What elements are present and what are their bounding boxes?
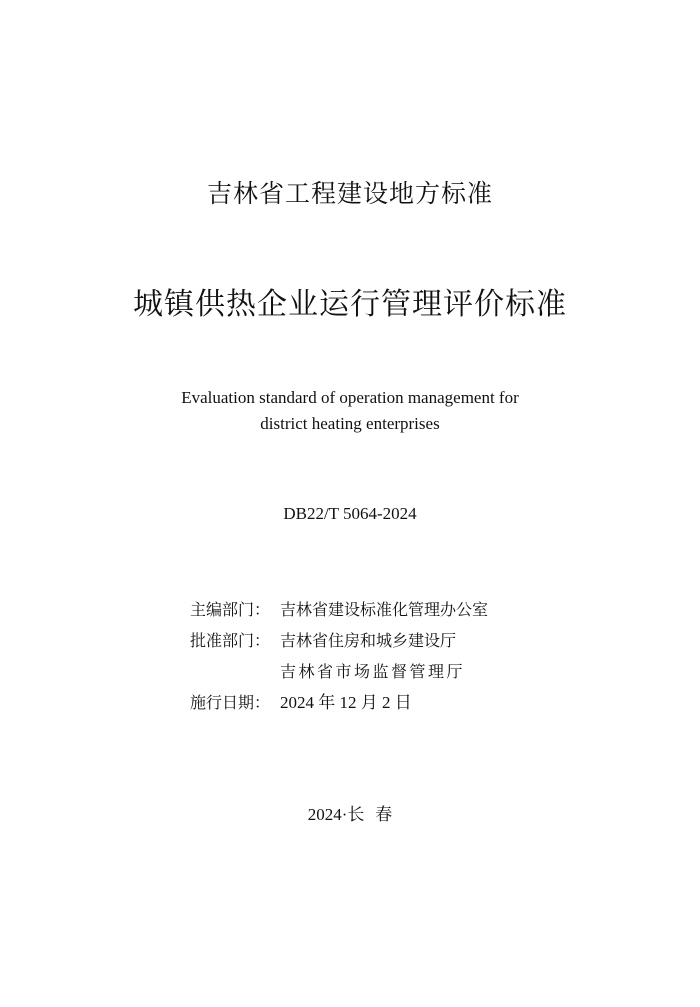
place-and-year [0, 803, 700, 827]
publication-city: 长 春 [347, 805, 393, 825]
issuing-info [190, 594, 488, 718]
effective-date-label: 施行日期： [190, 693, 271, 712]
approver-label: 批准部门： [190, 631, 271, 650]
editor-label: 主编部门： [190, 600, 271, 619]
standard-code: DB22/T 5064-2024 [283, 504, 417, 523]
document-title-en [0, 385, 700, 437]
approver-value-1: 吉林省住房和城乡建设厅 [280, 631, 457, 650]
effective-date-value: 2024 年 12 月 2 日 [280, 693, 412, 712]
title-en-line-1: Evaluation standard of operation management for [181, 388, 519, 407]
approver-value-2: 吉林省市场监督管理厅 [280, 662, 466, 681]
effective-date-row [190, 687, 488, 718]
editor-value: 吉林省建设标准化管理办公室 [280, 600, 489, 619]
series-title: 吉林省工程建设地方标准 [206, 179, 493, 208]
editor-row [190, 594, 488, 625]
document-title-cn: 城镇供热企业运行管理评价标准 [133, 287, 567, 322]
approver-label-spacer [190, 656, 280, 687]
title-en-line-2: district heating enterprises [260, 414, 440, 433]
publication-year: 2024· [307, 805, 348, 824]
approver-row-2 [190, 656, 488, 687]
approver-row [190, 625, 488, 656]
